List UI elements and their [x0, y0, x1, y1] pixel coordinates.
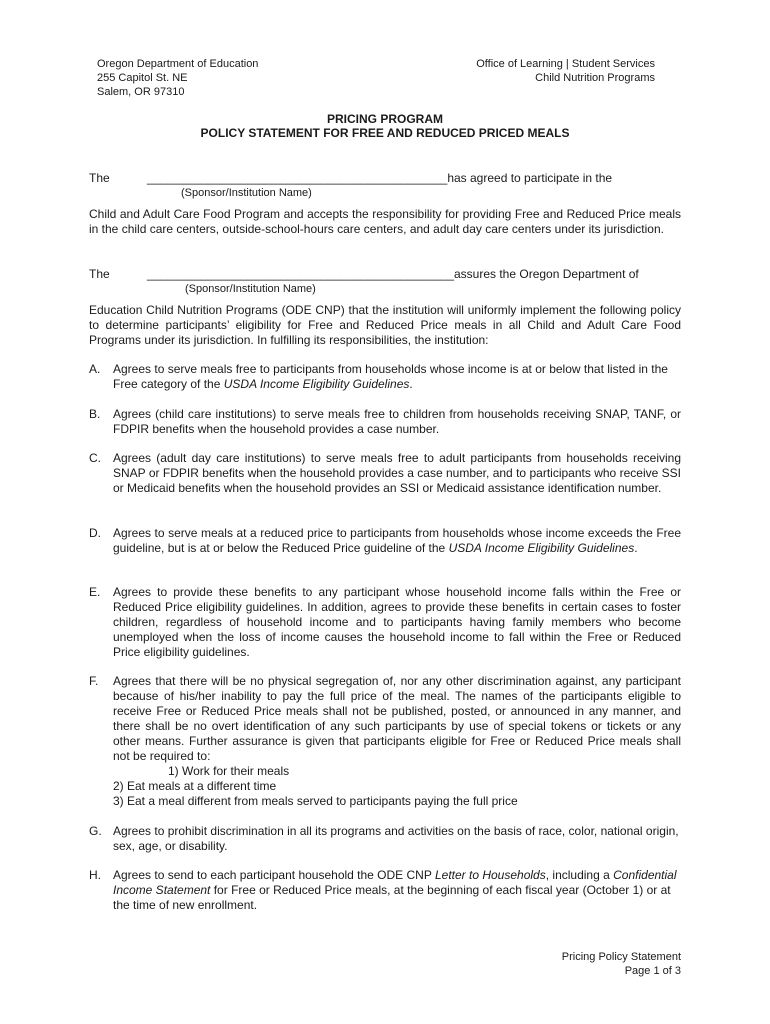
item-label: D.	[89, 526, 101, 540]
restriction-2: 2) Eat meals at a different time	[113, 779, 277, 793]
item-label: A.	[89, 362, 101, 376]
sponsor-name-blank[interactable]: _____________________________________________has agreed to participate in the	[147, 171, 613, 185]
agency-name: Oregon Department of Education	[97, 58, 259, 70]
office-line-1: Office of Learning | Student Services	[476, 58, 655, 70]
restriction-1: 1) Work for their meals	[168, 764, 290, 778]
item-label: C.	[89, 451, 101, 465]
page-footer	[562, 950, 681, 978]
item-text: Agrees to serve meals at a reduced price to participants from households whose income exceeds the Free guideline, but is at or below the Reduced Price guideline of the USDA Income Eligibility Guidelines.	[113, 526, 681, 555]
office-line-2: Child Nutrition Programs	[535, 72, 655, 84]
item-label: B.	[89, 407, 101, 421]
footer-doc-name: Pricing Policy Statement	[561, 951, 681, 963]
title-line-1: PRICING PROGRAM	[326, 112, 443, 126]
item-label: E.	[89, 585, 101, 599]
sponsor-name-caption: (Sponsor/Institution Name)	[181, 187, 312, 199]
item-text: Agrees to serve meals free to participants from households whose income is at or below that listed in the Free category of the USDA Income Eligibility Guidelines.	[113, 362, 668, 391]
office-name	[476, 57, 655, 85]
agency-address	[97, 57, 258, 99]
item-text: Agrees that there will be no physical segregation of, nor any other discrimination against, any participant because of his/her inability to pay the full price of the meal. The names of the participants eligible to receive Free or Reduced Price meals shall not be published, posted, or announced in any manner, and there shall be no overt identification of any such participants by use of special tokens or tickets or any other means. Further assurance is given that participants eligible for Free or Reduced Price meals shall not be required to:	[113, 674, 681, 763]
sponsor-name-caption: (Sponsor/Institution Name)	[185, 283, 316, 295]
agreement-2-body: Education Child Nutrition Programs (ODE CNP) that the institution will uniformly implement the following policy to determine participants’ eligibility for Free and Reduced Price meals in all Child and Adult Care Food Programs under its jurisdiction. In fulfilling its responsibilities, the institution:	[89, 303, 681, 347]
agreement-1-body: Child and Adult Care Food Program and accepts the responsibility for providing Free and Reduced Price meals in the child care centers, outside-school-hours care centers, and adult day care centers under its jurisdiction.	[89, 207, 681, 236]
agency-city: Salem, OR 97310	[97, 86, 185, 98]
item-text: Agrees (adult day care institutions) to serve meals free to adult participants from households receiving SNAP or FDPIR benefits when the household provides a case number, and to participants who receive SSI or Medicaid benefits when the household provides an SSI or Medicaid assistance identification number.	[113, 451, 681, 495]
item-text: Agrees to send to each participant household the ODE CNP Letter to Households, including a Confidential Income Statement for Free or Reduced Price meals, at the beginning of each fiscal year (October 1) or at the time of new enrollment.	[113, 868, 677, 912]
document-title	[0, 112, 770, 140]
item-label: H.	[89, 868, 101, 882]
item-label: G.	[89, 824, 102, 838]
agency-street: 255 Capitol St. NE	[97, 72, 188, 84]
the-label: The	[89, 267, 110, 281]
title-line-2: POLICY STATEMENT FOR FREE AND REDUCED PRICED MEALS	[200, 126, 570, 140]
item-label: F.	[89, 674, 99, 688]
item-text: Agrees to provide these benefits to any participant whose household income falls within the Free or Reduced Price eligibility guidelines. In addition, agrees to provide these benefits in certain cases to foster children, regardless of household income and to participants having family members who become unemployed when the loss of income causes the household income to fall within the Free or Reduced Price eligibility guidelines.	[113, 585, 681, 659]
item-text: Agrees (child care institutions) to serve meals free to children from households receiving SNAP, TANF, or FDPIR benefits when the household provides a case number.	[113, 407, 681, 436]
item-text: Agrees to prohibit discrimination in all its programs and activities on the basis of race, color, national origin, sex, age, or disability.	[113, 824, 679, 853]
sponsor-name-blank[interactable]: ______________________________________________assures the Oregon Department of	[147, 267, 639, 281]
page-number: Page 1 of 3	[624, 965, 681, 977]
the-label: The	[89, 171, 110, 185]
restriction-3: 3) Eat a meal different from meals served to participants paying the full price	[113, 794, 518, 808]
